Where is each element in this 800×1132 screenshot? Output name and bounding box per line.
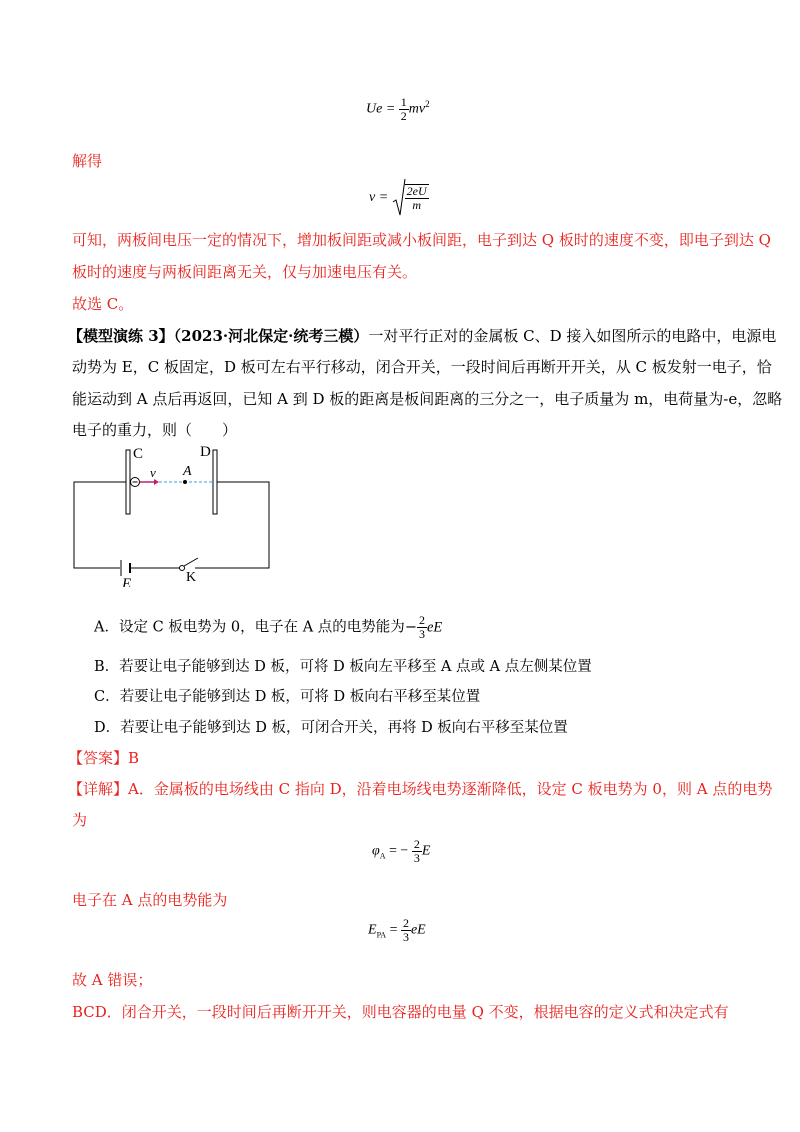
eq4-num: 2	[402, 916, 409, 930]
equation-potential-energy	[368, 917, 426, 944]
switch-pivot-icon	[180, 566, 185, 571]
problem-line2: 动势为 E，C 板固定，D 板可左右平行移动，闭合开关，一段时间后再断开开关，从 C 板发射一电子，恰	[72, 358, 772, 376]
eq1-den: 2	[400, 109, 407, 123]
circuit-diagram	[60, 442, 290, 587]
option-a-num: 2	[418, 613, 425, 627]
label-c: C	[133, 446, 144, 462]
option-c: C．若要让电子能够到达 D 板，可将 D 板向右平移至某位置	[94, 689, 481, 705]
problem-line3: 能运动到 A 点后再返回，已知 A 到 D 板的距离是板间距离的三分之一，电子质量为 m，电荷量为-e，忽略	[72, 390, 783, 408]
problem-line4: 电子的重力，则（ ）	[72, 421, 238, 439]
wire-right	[195, 482, 269, 568]
eq1-sup: 2	[425, 99, 430, 110]
problem-tag: 【模型演练 3】	[68, 327, 174, 345]
eq3-mid: = −	[389, 843, 409, 859]
eq3-lhs: φ	[372, 843, 380, 859]
problem-line1-rest: 一对平行正对的金属板 C、D 接入如图所示的电路中，电源电	[368, 327, 777, 345]
equation-kinetic-energy	[366, 96, 430, 123]
option-a-den: 3	[418, 627, 425, 641]
problem-source: （2023·河北保定·统考三模）	[173, 327, 369, 345]
eq3-den: 3	[413, 851, 420, 865]
plate-d	[213, 450, 217, 514]
option-d: D．若要让电子能够到达 D 板，可闭合开关，再将 D 板向右平移至某位置	[94, 720, 568, 736]
eq4-den: 3	[402, 930, 409, 944]
eq1-num: 1	[400, 95, 407, 109]
switch-lever-icon	[184, 558, 198, 566]
eq3-sub: A	[379, 851, 386, 861]
eq4-sub: PA	[376, 930, 387, 940]
option-a-prefix: A．设定 C 板电势为 0，电子在 A 点的电势能为	[94, 619, 405, 636]
option-a-sign: −	[404, 619, 417, 636]
detail-line2: 为	[72, 811, 88, 829]
conclusion-line2: 板时的速度与两板间距离无关，仅与加速电压有关。	[72, 263, 418, 281]
eq1-lhs: Ue =	[366, 101, 396, 117]
option-b: B．若要让电子能够到达 D 板，可将 D 板向左平移至 A 点或 A 点左侧某位置	[94, 659, 592, 675]
option-a	[94, 614, 442, 641]
a-wrong: 故 A 错误；	[72, 971, 153, 989]
option-a-tail: eE	[426, 619, 443, 636]
eq4-lhs: E	[368, 922, 377, 938]
option-a-fraction	[417, 614, 427, 641]
conclusion-line1: 可知，两板间电压一定的情况下，增加板间距或减小板间距，电子到达 Q 板时的速度不变，即电子到达 Q	[72, 231, 771, 249]
eq4-fraction	[401, 917, 411, 944]
solve-label: 解得	[72, 152, 103, 170]
label-d: D	[200, 444, 211, 460]
eq2-lhs: v =	[369, 190, 389, 205]
sqrt-sign-icon	[392, 178, 406, 218]
point-a-dot	[183, 480, 187, 484]
equation-potential	[372, 838, 430, 865]
plate-c	[126, 450, 130, 514]
eq2-fraction	[405, 184, 429, 212]
label-v: v	[150, 465, 156, 480]
problem-line1	[68, 326, 776, 346]
eq2-sqrt	[392, 178, 429, 218]
label-k: K	[186, 570, 197, 585]
eq2-den: m	[412, 198, 421, 212]
label-a: A	[183, 464, 192, 479]
energy-label: 电子在 A 点的电势能为	[72, 891, 228, 909]
eq4-rhs: eE	[410, 922, 426, 938]
equation-velocity	[369, 178, 429, 218]
choose-answer: 故选 C。	[72, 295, 134, 313]
answer: 【答案】B	[68, 749, 140, 767]
eq3-num: 2	[413, 837, 420, 851]
bcd-line: BCD．闭合开关，一段时间后再断开开关，则电容器的电量 Q 不变，根据电容的定义式和决定式有	[72, 1003, 729, 1021]
wire-left	[74, 482, 130, 568]
label-e: E	[122, 576, 132, 587]
eq3-fraction	[412, 838, 422, 865]
eq1-rhs: mv	[408, 101, 426, 117]
eq3-rhs: E	[421, 843, 431, 859]
eq4-mid: =	[389, 922, 398, 938]
eq2-num: 2eU	[406, 184, 427, 198]
eq1-fraction	[399, 96, 409, 123]
detail-line1: 【详解】A．金属板的电场线由 C 指向 D，沿着电场线电势逐渐降低，设定 C 板电势为 0，则 A 点的电势	[68, 780, 773, 798]
